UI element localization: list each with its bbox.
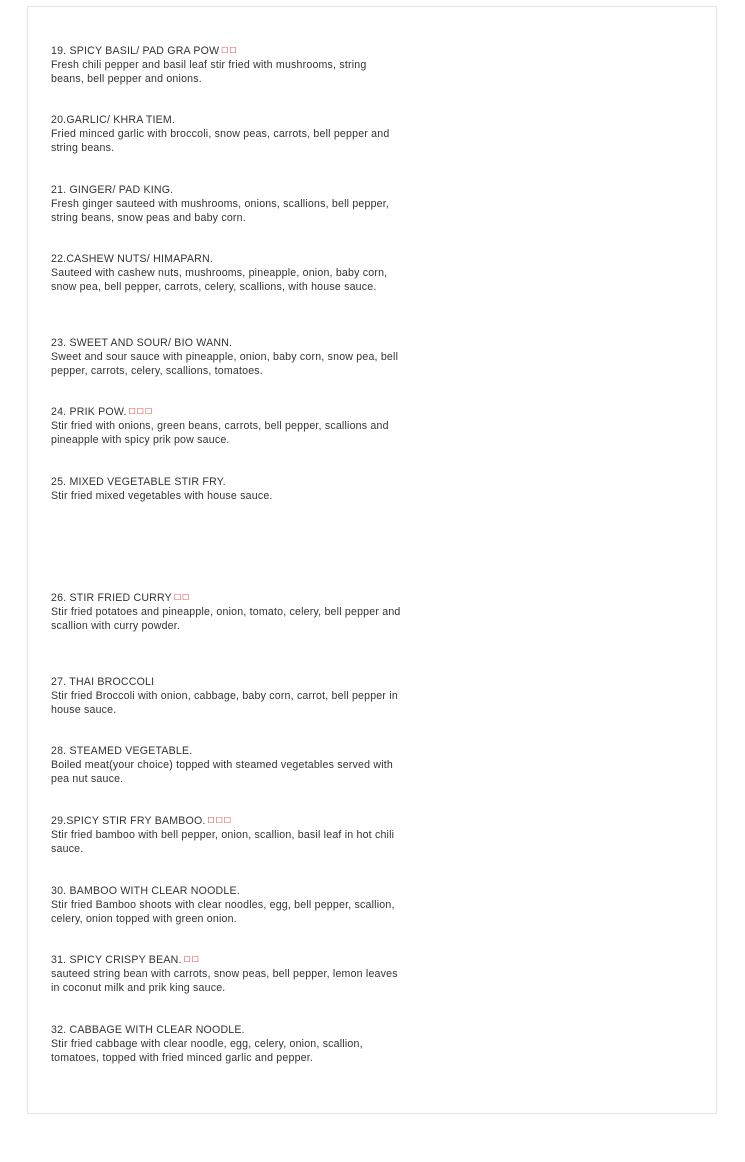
item-description: Stir fried cabbage with clear noodle, egg, celery, onion, scallion, tomatoes, topped with fried minced garlic and pepper. xyxy=(51,1038,363,1064)
spicy-marker-icon: ☐☐☐ xyxy=(128,407,154,416)
item-description: sauteed string bean with carrots, snow peas, bell pepper, lemon leaves in coconut milk and prik king sauce. xyxy=(51,968,398,994)
item-description: Boiled meat(your choice) topped with steamed vegetables served with pea nut sauce. xyxy=(51,759,393,785)
spicy-marker-icon: ☐☐ xyxy=(183,955,200,964)
item-title: 32. CABBAGE WITH CLEAR NOODLE. xyxy=(51,1024,245,1036)
spicy-marker-icon: ☐☐ xyxy=(221,46,238,55)
item-description: Sauteed with cashew nuts, mushrooms, pineapple, onion, baby corn, snow pea, bell pepper, carrots, celery, scallions, with house sauce. xyxy=(51,267,388,293)
item-description: Fried minced garlic with broccoli, snow peas, carrots, bell pepper and string beans. xyxy=(51,128,390,154)
item-description: Fresh ginger sauteed with mushrooms, onions, scallions, bell pepper, string beans, snow peas and baby corn. xyxy=(51,198,390,224)
item-description: Stir fried with onions, green beans, carrots, bell pepper, scallions and pineapple with spicy prik pow sauce. xyxy=(51,420,389,446)
menu-item xyxy=(51,405,401,447)
menu-item xyxy=(51,814,401,856)
item-title: 31. SPICY CRISPY BEAN. xyxy=(51,954,182,966)
item-description: Sweet and sour sauce with pineapple, onion, baby corn, snow pea, bell pepper, carrots, celery, scallions, tomatoes. xyxy=(51,351,399,377)
item-description: Stir fried Bamboo shoots with clear noodles, egg, bell pepper, scallion, celery, onion topped with green onion. xyxy=(51,899,395,925)
menu-item xyxy=(51,44,401,86)
item-description: Stir fried potatoes and pineapple, onion, tomato, celery, bell pepper and scallion with curry powder. xyxy=(51,606,401,632)
spicy-marker-icon: ☐☐☐ xyxy=(207,816,233,825)
menu-item xyxy=(51,113,401,155)
item-title: 29.SPICY STIR FRY BAMBOO. xyxy=(51,815,206,827)
menu-item xyxy=(51,336,401,378)
menu-item xyxy=(51,591,401,633)
menu-item xyxy=(51,1023,401,1065)
item-title: 20.GARLIC/ KHRA TIEM. xyxy=(51,114,176,126)
menu-item xyxy=(51,183,401,225)
item-title: 21. GINGER/ PAD KING. xyxy=(51,184,174,196)
menu-panel xyxy=(27,6,717,1114)
item-title: 24. PRIK POW. xyxy=(51,406,127,418)
item-description: Fresh chili pepper and basil leaf stir fried with mushrooms, string beans, bell pepper and onions. xyxy=(51,59,367,85)
item-title: 28. STEAMED VEGETABLE. xyxy=(51,745,193,757)
item-description: Stir fried bamboo with bell pepper, onion, scallion, basil leaf in hot chili sauce. xyxy=(51,829,395,855)
spicy-marker-icon: ☐☐ xyxy=(173,593,191,602)
item-title: 25. MIXED VEGETABLE STIR FRY. xyxy=(51,476,226,488)
item-title: 19. SPICY BASIL/ PAD GRA POW xyxy=(51,45,220,57)
item-title: 30. BAMBOO WITH CLEAR NOODLE. xyxy=(51,885,240,897)
menu-item xyxy=(51,475,401,503)
menu-item xyxy=(51,884,401,926)
menu-item xyxy=(51,953,401,995)
menu-item xyxy=(51,675,401,717)
item-title: 27. THAI BROCCOLI xyxy=(51,676,155,688)
item-description: Stir fried Broccoli with onion, cabbage, baby corn, carrot, bell pepper in house sauce. xyxy=(51,690,398,716)
item-title: 22.CASHEW NUTS/ HIMAPARN. xyxy=(51,253,213,265)
menu-item xyxy=(51,744,401,786)
item-description: Stir fried mixed vegetables with house sauce. xyxy=(51,490,273,502)
menu-item xyxy=(51,252,401,294)
item-title: 23. SWEET AND SOUR/ BIO WANN. xyxy=(51,337,233,349)
item-title: 26. STIR FRIED CURRY xyxy=(51,592,172,604)
